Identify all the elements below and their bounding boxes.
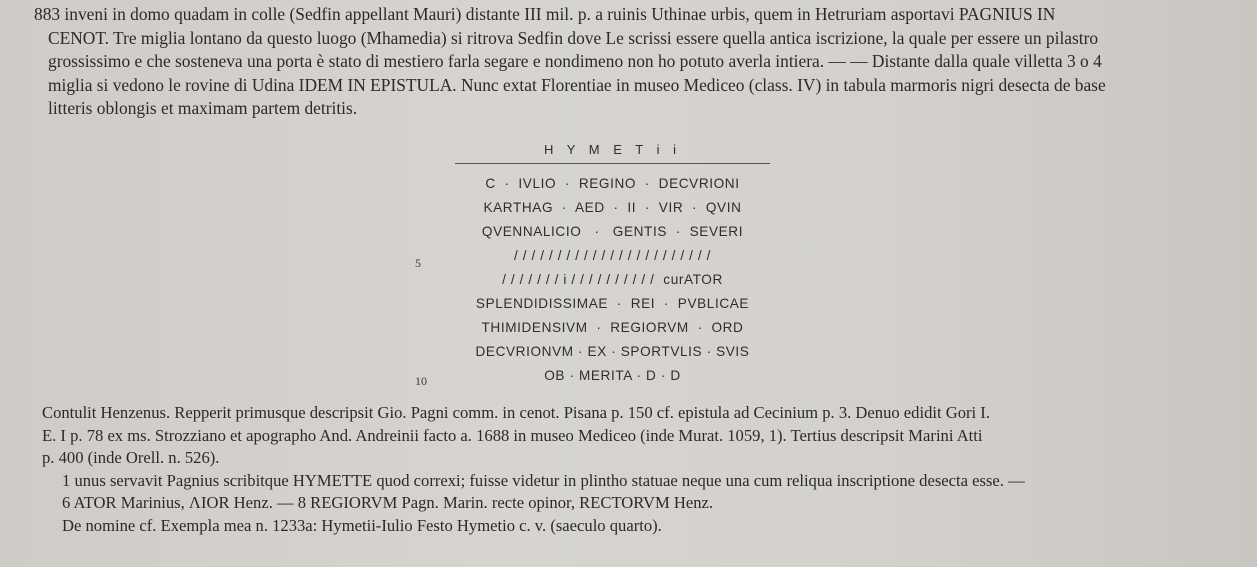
intro-line: litteris oblongis et maximam partem detritis. (48, 98, 358, 118)
intro-line: grossissimo e che sosteneva una porta è stato di mestiero farla segare e nondimeno non ho potuto averla intiera. — — Distante dalla quale villetta 3 o 4 (48, 51, 1102, 71)
inscription-block (455, 142, 770, 388)
inscription-heading: H Y M E T i i (455, 142, 770, 164)
inscription-line: C · IVLIO · REGINO · DECVRIONI (485, 176, 740, 191)
inscription-line: KARTHAG · AED · II · VIR · QVIN (483, 200, 742, 215)
line-number-10: 10 (415, 374, 427, 388)
inscription-line: / / / / / / / / / / / / / / / / / / / / / / / (514, 248, 711, 263)
commentary-line: Contulit Henzenus. Repperit primusque descripsit Gio. Pagni comm. in cenot. Pisana p. 150 cf. epistula ad Cecinium p. 3. Denuo edidit Gori I. (42, 403, 990, 422)
line-number-5: 5 (415, 256, 421, 270)
commentary-note: 1 unus servavit Pagnius scribitque HYMETTE quod correxi; fuisse videtur in plintho statuae neque una cum reliqua inscriptione desecta esse. — (62, 470, 1025, 490)
commentary-note: De nomine cf. Exempla mea n. 1233a: Hymetii-Iulio Festo Hymetio c. v. (saeculo quarto). (62, 515, 662, 535)
inscription-line: DECVRIONVM · EX · SPORTVLIS · SVIS (475, 344, 750, 359)
intro-paragraph (34, 3, 1224, 121)
inscription-line: / / / / / / / i / / / / / / / / / / curATOR (502, 272, 723, 287)
inscription-line: SPLENDIDISSIMAE · REI · PVBLICAE (475, 296, 750, 311)
inscription-line: QVENNALICIO · GENTIS · SEVERI (481, 224, 744, 239)
intro-line: miglia si vedono le rovine di Udina IDEM IN EPISTULA. Nunc extat Florentiae in museo Mediceo (class. IV) in tabula marmoris nigri desecta de base (48, 74, 1106, 95)
intro-line: 883 inveni in domo quadam in colle (Sedfin appellant Mauri) distante III mil. p. a ruinis Uthinae urbis, quem in Hetruriam asportavi PAGNIUS IN (34, 4, 1056, 24)
commentary-paragraph (42, 402, 1232, 537)
commentary-line: E. I p. 78 ex ms. Strozziano et apographo And. Andreinii facto a. 1688 in museo Mediceo (inde Murat. 1059, 1). Tertius descripsit Marini Atti (42, 425, 983, 445)
inscription-line: OB · MERITA · D · D (544, 368, 681, 383)
commentary-line: p. 400 (inde Orell. n. 526). (42, 448, 220, 467)
intro-line: CENOT. Tre miglia lontano da questo luogo (Mhamedia) si ritrova Sedfin dove Le scrissi essere quella antica iscrizione, la quale per essere un pilastro (48, 27, 1099, 48)
commentary-note: 6 ATOR Marinius, ΛIOR Henz. — 8 REGIORVM Pagn. Marin. recte opinor, RECTORVM Henz. (62, 493, 714, 512)
inscription-line: THIMIDENSIVM · REGIORVM · ORD (481, 320, 744, 335)
